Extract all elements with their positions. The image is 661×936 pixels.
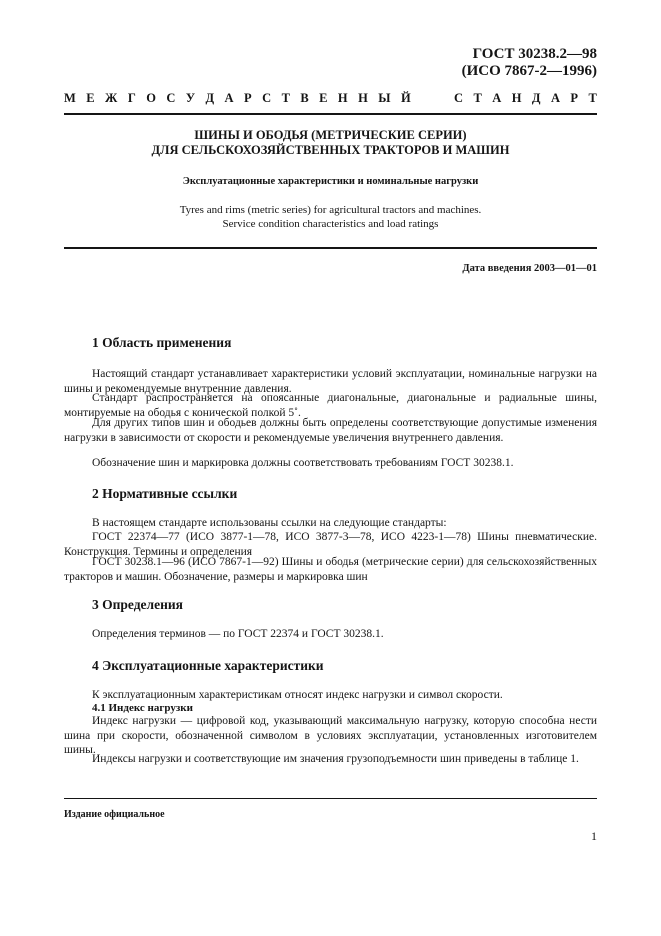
banner-letter: Н	[358, 91, 368, 105]
banner-letter: О	[146, 91, 156, 105]
banner-letter: С	[166, 91, 176, 105]
banner-letter: А	[550, 91, 560, 105]
section-1-paragraph: Для других типов шин и ободьев должны быть определены соответствующие допустимые изменения нагрузки в зависимости от скорости и рекомендуемые увеличения внутреннего давления.	[64, 417, 597, 444]
banner-letter: Ж	[105, 91, 118, 105]
footer-rule	[64, 798, 597, 799]
english-title-line-2: Service condition characteristics and load ratings	[222, 218, 439, 230]
banner-letter: Р	[570, 91, 579, 105]
section-2-reference: ГОСТ 30238.1—96 (ИСО 7867-1—92) Шины и ободья (метрические серии) для сельскохозяйственных тракторов и машин. Обозначение, размеры и маркировка шин	[64, 556, 597, 583]
section-2-heading: 2 Нормативные ссылки	[92, 486, 238, 501]
iso-number: (ИСО 7867-2—1996)	[461, 63, 597, 79]
official-edition-label: Издание официальное	[64, 809, 165, 820]
banner-letter: У	[185, 91, 196, 105]
section-4-paragraph: Индексы нагрузки и соответствующие им значения грузоподъемности шин приведены в таблице 1.	[92, 753, 579, 765]
document-subtitle: Эксплуатационные характеристики и номинальные нагрузки	[182, 176, 479, 187]
banner-letter	[438, 91, 444, 105]
banner-letter: М	[64, 91, 76, 105]
section-1-paragraph: Настоящий стандарт устанавливает характеристики условий эксплуатации, номинальные нагрузки на шины и рекомендуемые внутренние давления.	[64, 368, 597, 395]
banner-letter: Д	[205, 91, 215, 105]
subsection-4-1-heading: 4.1 Индекс нагрузки	[92, 702, 193, 714]
section-1-paragraph: Обозначение шин и маркировка должны соответствовать требованиям ГОСТ 30238.1.	[92, 457, 514, 469]
english-title-line-1: Tyres and rims (metric series) for agricultural tractors and machines.	[179, 204, 482, 216]
banner-letter: С	[454, 91, 464, 105]
interstate-standard-banner	[64, 91, 597, 105]
banner-letter: Н	[511, 91, 522, 105]
introduction-date: Дата введения 2003—01—01	[462, 263, 597, 274]
banner-letter: Е	[319, 91, 328, 105]
title-line-1: ШИНЫ И ОБОДЬЯ (МЕТРИЧЕСКИЕ СЕРИИ)	[194, 128, 467, 142]
english-title	[64, 203, 597, 231]
section-4-heading: 4 Эксплуатационные характеристики	[92, 658, 324, 673]
section-4-paragraph: К эксплуатационным характеристикам относят индекс нагрузки и символ скорости.	[92, 689, 503, 701]
banner-letter: В	[300, 91, 309, 105]
banner-letter	[421, 91, 427, 105]
section-1-paragraph: Стандарт распространяется на опоясанные диагональные, диагональные и радиальные шины, монтируемые на ободья с конической полкой 5˚.	[64, 392, 597, 419]
banner-letter: С	[262, 91, 272, 105]
page-number: 1	[591, 829, 597, 843]
banner-letter: Г	[127, 91, 136, 105]
banner-letter: Р	[244, 91, 252, 105]
section-2-reference: ГОСТ 22374—77 (ИСО 3877-1—78, ИСО 3877-3—78, ИСО 4223-1—78) Шины пневматические. Конструкция. Термины и определения	[64, 531, 597, 558]
title-line-2: ДЛЯ СЕЛЬСКОХОЗЯЙСТВЕННЫХ ТРАКТОРОВ И МАШИН	[151, 143, 510, 157]
standard-designation	[462, 46, 597, 80]
section-1-heading: 1 Область применения	[92, 335, 232, 350]
banner-letter: А	[224, 91, 234, 105]
banner-letter: Ы	[378, 91, 391, 105]
banner-letter: Н	[337, 91, 348, 105]
header-rule	[64, 113, 597, 115]
banner-letter: Й	[400, 91, 411, 105]
section-2-paragraph: В настоящем стандарте использованы ссылки на следующие стандарты:	[92, 517, 447, 529]
banner-letter: Д	[531, 91, 541, 105]
section-4-paragraph: Индекс нагрузки — цифровой код, указывающий максимальную нагрузку, которую способна нести шина при скорости, обозначенной символом в условиях эксплуатации, установленных изготовителем шины.	[64, 715, 597, 756]
document-title	[64, 128, 597, 158]
banner-letter: Т	[588, 91, 597, 105]
banner-letter: А	[492, 91, 502, 105]
title-rule	[64, 247, 597, 249]
banner-letter: Т	[473, 91, 482, 105]
section-3-paragraph: Определения терминов — по ГОСТ 22374 и ГОСТ 30238.1.	[92, 628, 384, 640]
banner-letter: Т	[281, 91, 290, 105]
standard-number: ГОСТ 30238.2—98	[472, 46, 597, 62]
section-3-heading: 3 Определения	[92, 597, 183, 612]
banner-letter: Е	[86, 91, 95, 105]
